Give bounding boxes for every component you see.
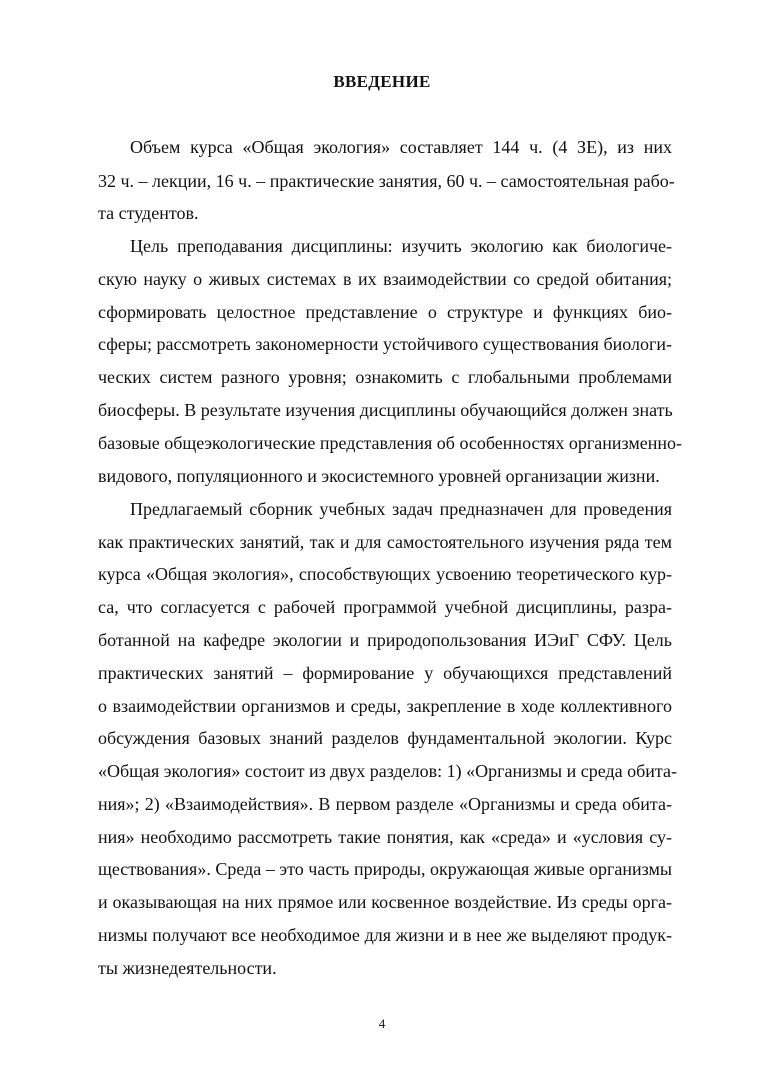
paragraph-3-line-15: ты жизнедеятельности. — [98, 958, 277, 978]
paragraph-3-line-7: о взаимодействии организмов и среды, закрепление в ходе коллективного — [98, 696, 672, 716]
paragraph-3-line-10: ния»; 2) «Взаимодействия». В первом разделе «Организмы и среда обита- — [98, 794, 672, 814]
paragraph-3-line-13: и оказывающая на них прямое или косвенное воздействие. Из среды орга- — [98, 892, 672, 912]
page-title: ВВЕДЕНИЕ — [333, 72, 431, 91]
paragraph-2-line-1: Цель преподавания дисциплины: изучить экологию как биологиче- — [130, 236, 672, 256]
paragraph-3-line-1: Предлагаемый сборник учебных задач предназначен для проведения — [130, 499, 672, 519]
paragraph-3-line-3: курса «Общая экология», способствующих усвоению теоретического кур- — [98, 564, 672, 584]
paragraph-2-line-5: ческих систем разного уровня; ознакомить с глобальными проблемами — [98, 367, 672, 387]
paragraph-1-line-2: 32 ч. – лекции, 16 ч. – практические занятия, 60 ч. – самостоятельная рабо- — [98, 171, 675, 191]
paragraph-1-line-3: та студентов. — [98, 203, 199, 223]
paragraph-3-line-9: «Общая экология» состоит из двух разделов: 1) «Организмы и среда обита- — [98, 761, 677, 781]
paragraph-3-line-11: ния» необходимо рассмотреть такие понятия, как «среда» и «условия су- — [98, 827, 672, 847]
paragraph-3-line-4: са, что согласуется с рабочей программой учебной дисциплины, разра- — [98, 597, 672, 617]
page-number: 4 — [378, 1016, 386, 1031]
paragraph-3-line-6: практических занятий – формирование у обучающихся представлений — [98, 663, 672, 683]
paragraph-3-line-8: обсуждения базовых знаний разделов фундаментальной экологии. Курс — [98, 728, 672, 748]
paragraph-3-line-14: низмы получают все необходимое для жизни и в нее же выделяют продук- — [98, 925, 672, 945]
paragraph-2-line-3: сформировать целостное представление о структуре и функциях био- — [98, 302, 672, 322]
paragraph-2-line-7: базовые общеэкологические представления об особенностях организменно- — [98, 433, 683, 453]
paragraph-3-line-12: ществования». Среда – это часть природы, окружающая живые организмы — [98, 859, 672, 879]
paragraph-1-line-1: Объем курса «Общая экология» составляет 144 ч. (4 ЗЕ), из них — [130, 137, 672, 157]
paragraph-2-line-4: сферы; рассмотреть закономерности устойчивого существования биологи- — [98, 334, 672, 354]
paragraph-2-line-6: биосферы. В результате изучения дисциплины обучающийся должен знать — [98, 400, 673, 420]
paragraph-3-line-2: как практических занятий, так и для самостоятельного изучения ряда тем — [98, 532, 672, 552]
paragraph-2-line-2: скую науку о живых системах в их взаимодействии со средой обитания; — [98, 269, 672, 289]
paragraph-3-line-5: ботанной на кафедре экологии и природопользования ИЭиГ СФУ. Цель — [98, 630, 672, 650]
paragraph-2-line-8: видового, популяционного и экосистемного уровней организации жизни. — [98, 466, 660, 486]
